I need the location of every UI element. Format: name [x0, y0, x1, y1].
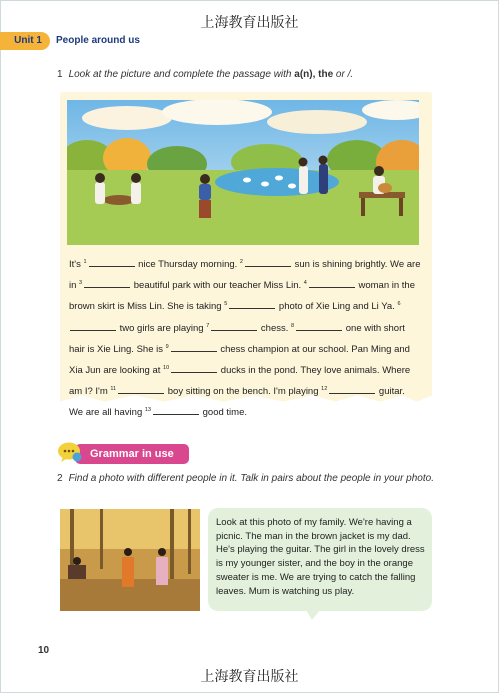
instruction-part-1: Look at the picture and complete the passage with [68, 69, 295, 80]
unit-title: People around us [56, 35, 140, 46]
blank-number: 6 [397, 301, 401, 308]
blank-number: 13 [144, 407, 151, 414]
passage-text: It's [69, 259, 84, 270]
unit-header [0, 32, 300, 50]
unit-tab [0, 32, 50, 50]
blank-number: 5 [224, 301, 228, 308]
exercise-1-number: 1 [57, 69, 63, 80]
blank-2[interactable] [245, 257, 291, 267]
passage-text: photo of Xie Ling and Li Ya. [276, 301, 398, 313]
unit-label: Unit 1 [14, 35, 42, 46]
park-illustration [67, 100, 419, 245]
blank-number: 11 [110, 386, 117, 393]
exercise-1-instruction [57, 69, 353, 80]
blank-5[interactable] [229, 299, 275, 309]
instruction-part-2: or /. [333, 69, 354, 80]
speech-text: Look at this photo of my family. We're having a picnic. The man in the brown jacket is my dad. He's playing the guitar. The girl in the lovely dress is my younger sister, and the boy in the orange sweater is me. We are trying to catch the falling leaves. Mum is watching us play. [216, 517, 425, 597]
passage-text: woman in the brown skirt is Miss Lin. She is taking [69, 280, 415, 313]
instruction-bold: a(n), the [294, 69, 334, 80]
blank-3[interactable] [84, 278, 130, 288]
publisher-footer: 上海教育出版社 [200, 669, 299, 685]
publisher-header: 上海教育出版社 [200, 15, 299, 31]
blank-10[interactable] [171, 363, 217, 373]
blank-1[interactable] [89, 257, 135, 267]
blank-number: 8 [291, 322, 295, 329]
blank-8[interactable] [296, 321, 342, 331]
blank-number: 9 [165, 343, 169, 350]
passage-text: good time. [200, 407, 247, 419]
blank-number: 2 [239, 259, 243, 265]
blank-9[interactable] [171, 342, 217, 352]
passage-text: two girls are playing [117, 322, 207, 334]
passage-text: chess. [258, 322, 292, 334]
blank-number: 3 [79, 280, 83, 287]
page-number: 10 [38, 645, 50, 656]
blank-number: 12 [321, 386, 328, 393]
passage-text: sun is shining brightly. We are in [69, 259, 421, 292]
blank-6[interactable] [70, 321, 116, 331]
blank-11[interactable] [118, 384, 164, 394]
blank-13[interactable] [153, 405, 199, 415]
blank-number: 7 [206, 322, 210, 329]
passage-text: ducks in the pond. They love animals. Where am I? I'm [69, 365, 411, 398]
blank-4[interactable] [309, 278, 355, 288]
blank-number: 10 [163, 365, 170, 372]
blank-number: 4 [303, 280, 307, 287]
passage-text: chess champion at our school. Pan Ming and Xia Jun are looking at [69, 343, 410, 377]
exercise-2-instruction-text: Find a photo with different people in it. Talk in pairs about the people in your photo. [68, 473, 434, 484]
speech-bubble-icon [57, 441, 83, 463]
passage [69, 253, 421, 423]
passage-text: beautiful park with our teacher Miss Lin. [131, 280, 304, 292]
blank-12[interactable] [329, 384, 375, 394]
family-photo [60, 509, 200, 611]
exercise-2-number: 2 [57, 473, 63, 484]
passage-text: guitar. We are all having [69, 386, 405, 419]
speech-bubble-tail [306, 610, 320, 620]
passage-text: boy sitting on the bench. I'm playing [165, 386, 322, 398]
passage-text: one with short hair is Xie Ling. She is [69, 322, 405, 355]
grammar-in-use-badge [57, 441, 189, 465]
teacher-taking-photo [199, 174, 211, 218]
passage-text: nice Thursday morning. [135, 259, 240, 270]
exercise-2-instruction [57, 473, 434, 484]
blank-number: 1 [83, 259, 87, 265]
grammar-label: Grammar in use [90, 448, 174, 460]
blank-7[interactable] [211, 321, 257, 331]
